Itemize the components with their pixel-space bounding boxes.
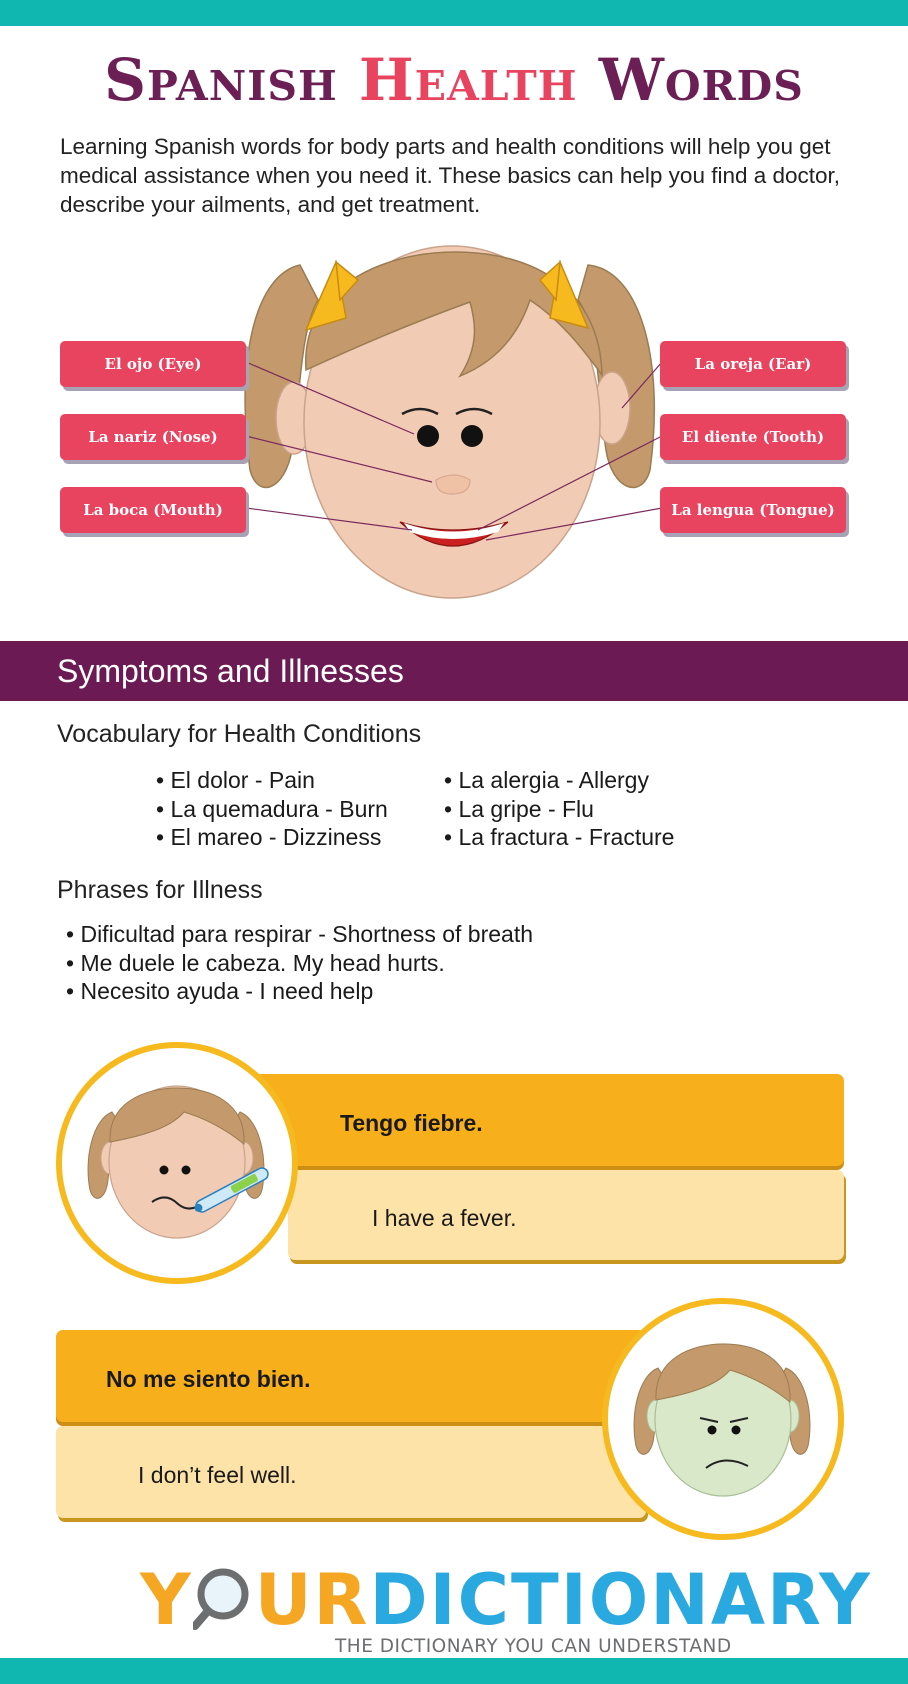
list-item: • La fractura - Fracture (444, 823, 674, 852)
section-title: Symptoms and Illnesses (57, 653, 404, 689)
card-1-english-text: I have a fever. (372, 1205, 517, 1231)
bottom-accent-bar (0, 1658, 908, 1684)
list-item: • Me duele le cabeza. My head hurts. (66, 949, 533, 978)
phrases-list (66, 920, 533, 1006)
sick-girl-illustration (600, 1296, 846, 1542)
list-item: • La alergia - Allergy (444, 766, 674, 795)
card-2-english-text: I don’t feel well. (138, 1462, 297, 1488)
list-item: • La gripe - Flu (444, 795, 674, 824)
label-mouth: La boca (Mouth) (60, 487, 246, 533)
section-header-band (0, 641, 908, 701)
list-item: • La quemadura - Burn (156, 795, 388, 824)
page-title: Spanish Health Words (104, 46, 804, 114)
vocab-list-right (444, 766, 674, 852)
logo-tagline: THE DICTIONARY YOU CAN UNDERSTAND (335, 1636, 732, 1657)
label-nose: La nariz (Nose) (60, 414, 246, 460)
vocab-heading: Vocabulary for Health Conditions (57, 720, 422, 748)
list-item: • Dificultad para respirar - Shortness of breath (66, 920, 533, 949)
logo-wordmark: Y URDICTIONARY (140, 1559, 872, 1641)
card-1-spanish-text: Tengo fiebre. (340, 1110, 483, 1136)
fever-girl-illustration (54, 1040, 300, 1286)
top-accent-bar (0, 0, 908, 26)
label-tongue: La lengua (Tongue) (660, 487, 846, 533)
label-eye: El ojo (Eye) (60, 341, 246, 387)
intro-paragraph: Learning Spanish words for body parts and health conditions will help you get medical assistance when you need it. These basics can help you find a doctor, describe your ailments, and get treatment. (60, 134, 841, 217)
magnifier-icon (193, 1568, 255, 1628)
card-2-spanish-text: No me siento bien. (106, 1366, 311, 1392)
phrases-heading: Phrases for Illness (57, 876, 263, 904)
vocab-list-left (156, 766, 388, 852)
label-ear: La oreja (Ear) (660, 341, 846, 387)
list-item: • El mareo - Dizziness (156, 823, 388, 852)
list-item: • Necesito ayuda - I need help (66, 977, 533, 1006)
label-tooth: El diente (Tooth) (660, 414, 846, 460)
list-item: • El dolor - Pain (156, 766, 388, 795)
